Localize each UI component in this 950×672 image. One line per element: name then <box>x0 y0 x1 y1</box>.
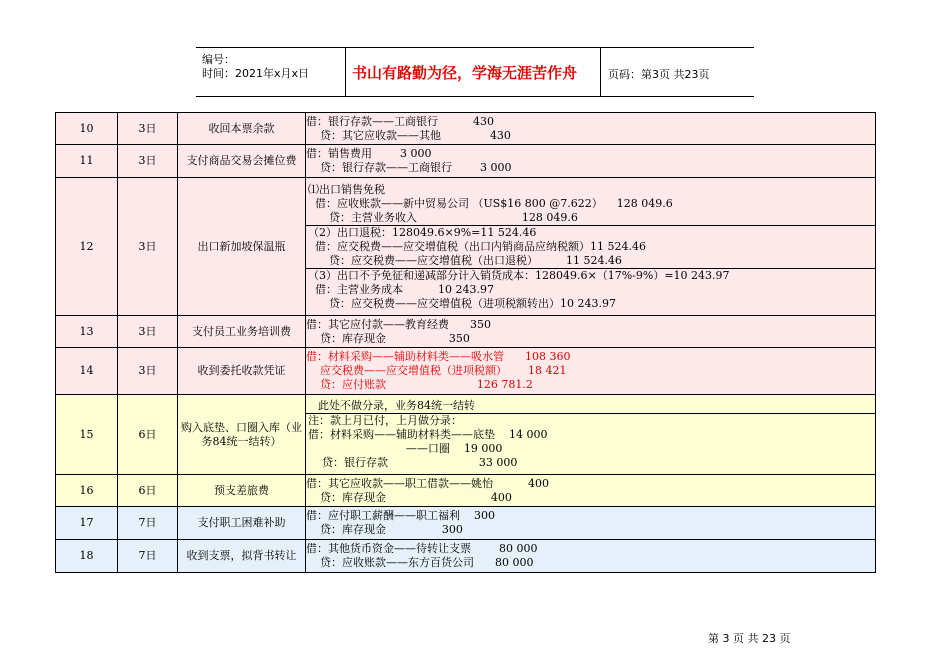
journal-entry <box>306 178 876 316</box>
row-number: 16 <box>56 475 118 507</box>
table-row <box>56 395 876 475</box>
row-number: 18 <box>56 540 118 573</box>
page-footer: 第 3 页 共 23 页 <box>708 632 791 645</box>
row-number: 12 <box>56 178 118 316</box>
row-description: 出口新加坡保温瓶 <box>178 178 306 316</box>
entry-block: （2）出口退税：128049.6×9%=11 524.46 借：应交税费——应交增值税（出口内销商品应纳税额）11 524.46 贷：应交税费——应交增值税（出口退税） 11 524.46 <box>306 225 875 268</box>
row-description: 预支差旅费 <box>178 475 306 507</box>
table-row <box>56 145 876 178</box>
journal-entry <box>306 395 876 475</box>
row-description: 购入底垫、口圈入库（业务84统一结转） <box>178 395 306 475</box>
row-number: 13 <box>56 316 118 348</box>
table-row <box>56 316 876 348</box>
row-date: 6日 <box>118 475 178 507</box>
row-description: 收到委托收款凭证 <box>178 348 306 395</box>
journal-entry: 借：材料采购——辅助材料类——吸水管 108 360 应交税费——应交增值税（进项税额） 18 421 贷：应付账款 126 781.2 <box>306 348 876 395</box>
header-meta <box>202 53 309 81</box>
row-number: 11 <box>56 145 118 178</box>
page-info: 页码：第3页 共23页 <box>608 68 710 81</box>
row-description: 支付商品交易会摊位费 <box>178 145 306 178</box>
table-row <box>56 507 876 540</box>
table-row <box>56 113 876 145</box>
row-description: 收到支票，拟背书转让 <box>178 540 306 573</box>
journal-table <box>55 112 876 573</box>
entry-block: ⑴出口销售免税 借：应收账款——新中贸易公司 （US$16 800 @7.622） 128 049.6 贷：主营业务收入 128 049.6 <box>308 182 673 224</box>
row-number: 15 <box>56 395 118 475</box>
table-row <box>56 475 876 507</box>
entry-block: 注：款上月已付，上月做分录： 借：材料采购——辅助材料类——底垫 14 000 ——口圈 19 000 贷：银行存款 33 000 <box>306 413 875 470</box>
table-row <box>56 178 876 316</box>
row-date: 3日 <box>118 113 178 145</box>
row-date: 7日 <box>118 540 178 573</box>
row-date: 3日 <box>118 348 178 395</box>
row-date: 3日 <box>118 316 178 348</box>
row-description: 支付职工困难补助 <box>178 507 306 540</box>
journal-entry: 借：应付职工薪酬——职工福利 300 贷：库存现金 300 <box>306 507 876 540</box>
journal-entry: 借：银行存款——工商银行 430 贷：其它应收款——其他 430 <box>306 113 876 145</box>
entry-block: （3）出口不予免征和递减部分计入销货成本：128049.6×（17%-9%）=10 243.97 借：主营业务成本 10 243.97 贷：应交税费——应交增值税（进项税额转出）10 243.97 <box>306 268 875 311</box>
row-date: 3日 <box>118 178 178 316</box>
row-number: 14 <box>56 348 118 395</box>
table-row <box>56 540 876 573</box>
row-number: 17 <box>56 507 118 540</box>
row-date: 3日 <box>118 145 178 178</box>
table-row <box>56 348 876 395</box>
number-label: 编号： <box>202 53 235 66</box>
journal-entry: 借：其它应收款——职工借款——姚怡 400 贷：库存现金 400 <box>306 475 876 507</box>
journal-entry: 借：其他货币资金——待转让支票 80 000 贷：应收账款——东方百货公司 80 000 <box>306 540 876 573</box>
page-header <box>196 47 754 97</box>
row-number: 10 <box>56 113 118 145</box>
journal-entry: 借：销售费用 3 000 贷：银行存款——工商银行 3 000 <box>306 145 876 178</box>
time-label: 时间：2021年x月x日 <box>202 67 310 80</box>
row-description: 支付员工业务培训费 <box>178 316 306 348</box>
header-divider <box>600 48 601 96</box>
entry-block: 此处不做分录，业务84统一结转 <box>318 399 475 412</box>
row-description: 收回本票余款 <box>178 113 306 145</box>
row-date: 7日 <box>118 507 178 540</box>
motto: 书山有路勤为径，学海无涯苦作舟 <box>352 64 578 82</box>
journal-entry: 借：其它应付款——教育经费 350 贷：库存现金 350 <box>306 316 876 348</box>
header-divider <box>345 48 346 96</box>
row-date: 6日 <box>118 395 178 475</box>
